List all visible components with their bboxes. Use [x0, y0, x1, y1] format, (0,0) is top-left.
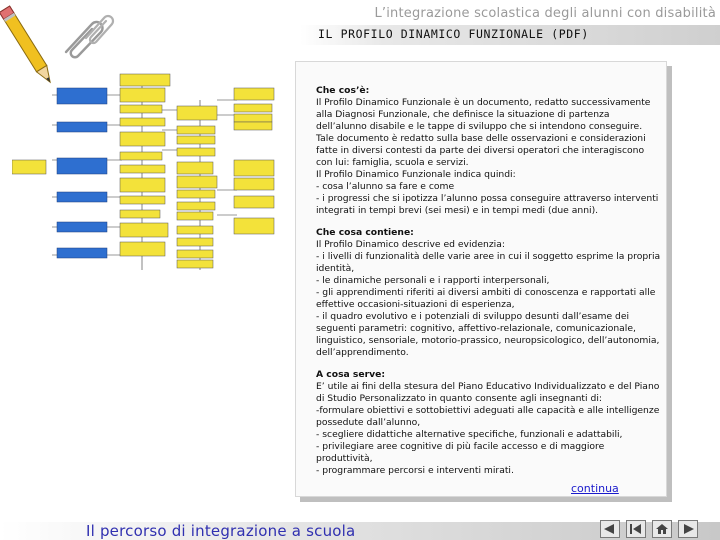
section-what-is — [316, 85, 661, 217]
section-contents — [316, 227, 661, 359]
section-body: E’ utile ai fini della stesura del Piano Educativo Individualizzato e del Piano di Studio Personalizzato in quanto consente agli insegnanti di: -formulare obiettivi e sottobiettivi adeguati alle capacità e alle intelligenze possedute dall’alunno, - scegliere didattiche alternative specifiche, funzionali e adattabili, - privilegiare aree cognitive di più facile accesso e di maggiore produttività, - programmare percorsi e interventi mirati. — [316, 381, 660, 476]
section-body: Il Profilo Dinamico Funzionale è un documento, redatto successivamente alla Diagnosi Funzionale, che definisce la situazione di partenza dell’alunno disabile e le tappe di sviluppo che si intendono conseguire. Tale documento è redatto sulla base delle osservazioni e considerazioni fatte in diversi contesti da parte dei diversi operatori che interagiscono con lui: famiglia, scuola e servizi. Il Profilo Dinamico Funzionale indica quindi: - cosa l’alunno sa fare e come - i progressi che si ipotizza l’alunno possa conseguire attraverso interventi integrati in tempi brevi (sei mesi) e in tempi medi (due anni). — [316, 97, 659, 216]
navigation-buttons — [600, 520, 698, 540]
content-text — [316, 85, 661, 477]
pdf-flowchart-diagram — [12, 70, 282, 280]
next-arrow-icon[interactable] — [678, 520, 698, 538]
section-heading: Che cosa contiene: — [316, 227, 414, 238]
section-purpose — [316, 369, 661, 477]
section-body: Il Profilo Dinamico descrive ed evidenzia: - i livelli di funzionalità delle varie aree in cui il soggetto esprime la propria identità, - le dinamiche personali e i rapporti interpersonali, - gli apprendimenti riferiti ai diversi ambiti di conoscenza e rapportati alle effettive occasioni-situazioni di esperienza, - il quadro evolutivo e i potenziali di sviluppo desunti dall’esame dei seguenti parametri: cognitivo, affettivo-relazionale, comunicazionale, linguistico, sensoriale, motorio-prassico, neuropsicologico, dell’autonomia, dell’apprendimento. — [316, 239, 661, 358]
footer-title: Il percorso di integrazione a scuola — [86, 522, 356, 540]
paper-clip-icon-2 — [80, 8, 120, 48]
presentation-title: L’integrazione scolastica degli alunni con disabilità — [374, 6, 716, 21]
home-icon[interactable] — [652, 520, 672, 538]
prev-arrow-icon[interactable] — [600, 520, 620, 538]
continua-link[interactable]: continua — [571, 482, 619, 495]
section-heading: Che cos’è: — [316, 85, 370, 96]
section-heading: A cosa serve: — [316, 369, 386, 380]
first-slide-icon[interactable] — [626, 520, 646, 538]
slide-subtitle: IL PROFILO DINAMICO FUNZIONALE (PDF) — [318, 27, 589, 41]
